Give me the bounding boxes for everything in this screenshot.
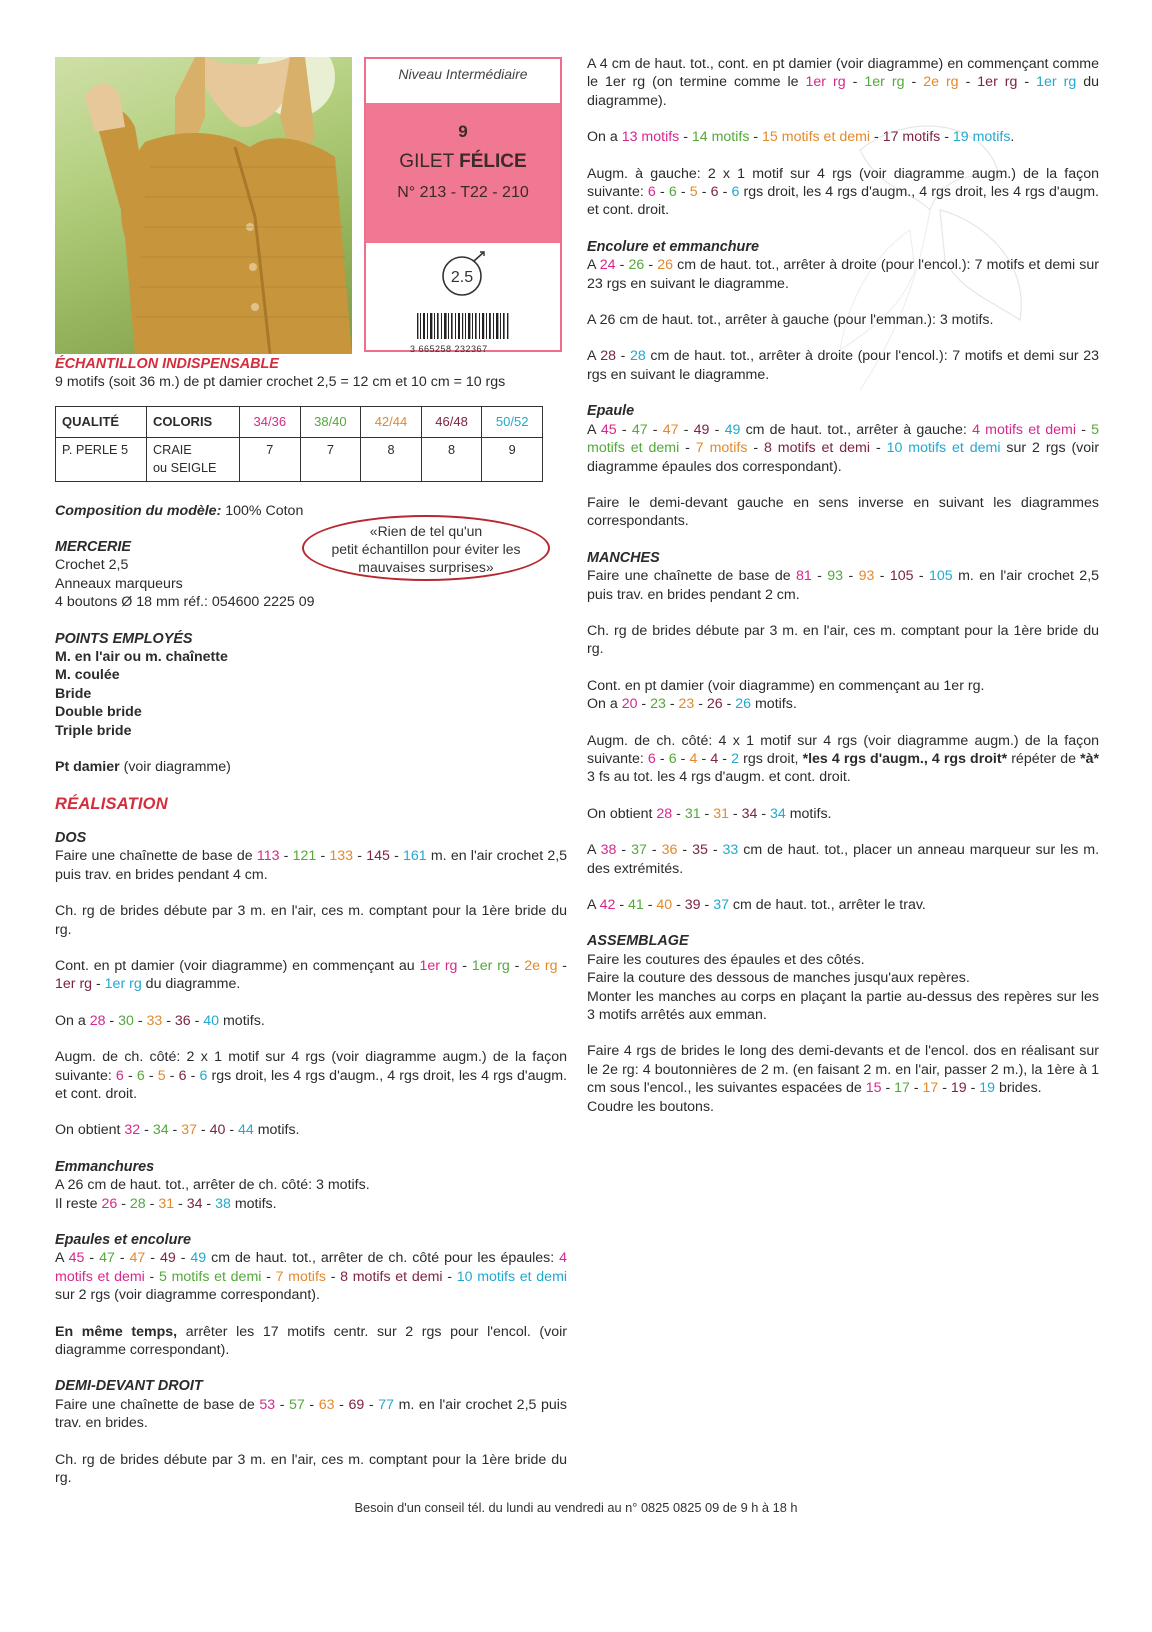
demi-devant-heading: DEMI-DEVANT DROIT — [55, 1378, 203, 1395]
table-header: 34/36 — [240, 406, 301, 437]
coloris-2: ou SEIGLE — [153, 461, 217, 476]
composition-label: Composition du modèle: — [55, 502, 222, 519]
coloris-1: CRAIE — [153, 442, 192, 457]
hook-size-label: 2.5 — [450, 269, 474, 286]
meme-temps-text: En même temps, arrêter les 17 motifs centr. sur 2 rgs pour l'encol. (voir diagramme correspondant). — [55, 1323, 567, 1359]
right-p8: Faire le demi-devant gauche en sens inverse en suivant les diagrammes correspondants. — [587, 494, 1099, 530]
model-photo — [55, 57, 352, 354]
pattern-number: 9 — [458, 122, 468, 141]
right-p17: Faire les coutures des épaules et des côtés. — [587, 951, 865, 968]
emmanchures-l1: A 26 cm de haut. tot., arrêter de ch. côté: 3 motifs. — [55, 1177, 370, 1194]
echantillon-heading: ÉCHANTILLON INDISPENSABLE — [55, 356, 279, 372]
demi-devant-section — [55, 1377, 567, 1487]
dos-p3: Cont. en pt damier (voir diagramme) en commençant au 1er rg - 1er rg - 2e rg - 1er rg - 1er rg du diagramme. — [55, 957, 568, 993]
table-header: 38/40 — [300, 406, 361, 437]
table-row — [56, 437, 543, 481]
title-prefix: GILET — [399, 151, 460, 173]
barcode-number: 3 665258 232367 — [410, 344, 488, 354]
mercerie-item: Anneaux marqueurs — [55, 575, 183, 592]
emmanchures-section — [55, 1158, 567, 1213]
dos-p6: On obtient 32 - 34 - 37 - 40 - 44 motifs. — [55, 1122, 300, 1139]
right-p5: A 26 cm de haut. tot., arrêter à gauche (pour l'emman.): 3 motifs. — [587, 312, 994, 329]
point-item: M. en l'air ou m. chaînette — [55, 649, 228, 666]
epaules-text: A 45 - 47 - 47 - 49 - 49 cm de haut. tot., arrêter de ch. côté pour les épaules: 4 motifs et demi - 5 motifs et demi - 7 motifs - 8 motifs et demi - 10 motifs et demi sur 2 rgs (voir diagramme correspondant). — [55, 1250, 568, 1304]
table-header: 50/52 — [482, 406, 543, 437]
table-header-row — [56, 406, 543, 437]
dos-p4: On a 28 - 30 - 33 - 36 - 40 motifs. — [55, 1012, 265, 1029]
right-p2: On a 13 motifs - 14 motifs - 15 motifs et demi - 17 motifs - 19 motifs. — [587, 129, 1015, 146]
left-column — [55, 55, 567, 1487]
realisation-heading: RÉALISATION — [55, 794, 168, 813]
table-header: 42/44 — [361, 406, 422, 437]
table-cell: 8 — [361, 437, 422, 481]
epaules-encolure-heading: Epaules et encolure — [55, 1232, 191, 1248]
assemblage-heading: ASSEMBLAGE — [587, 933, 689, 950]
point-item: Bride — [55, 685, 92, 702]
dos-section — [55, 829, 567, 1140]
epaule-heading: Epaule — [587, 403, 635, 420]
echantillon-text: 9 motifs (soit 36 m.) de pt damier crochet 2,5 = 12 cm et 10 cm = 10 rgs — [55, 374, 506, 391]
point-item: Triple bride — [55, 722, 132, 739]
right-p21: Coudre les boutons. — [587, 1098, 714, 1115]
table-cell — [147, 437, 240, 481]
emmanchures-l2: Il reste 26 - 28 - 31 - 34 - 38 motifs. — [55, 1195, 277, 1212]
dos-heading: DOS — [55, 829, 87, 846]
composition-value: 100% Coton — [221, 502, 304, 519]
crochet-hook-icon — [438, 249, 488, 299]
right-p12: On a 20 - 23 - 23 - 26 - 26 motifs. — [587, 696, 797, 713]
title-name: FÉLICE — [459, 151, 527, 173]
composition — [55, 502, 567, 520]
barcode-icon — [417, 313, 511, 339]
point-item: Double bride — [55, 704, 142, 721]
dos-p2: Ch. rg de brides débute par 3 m. en l'air, ces m. comptant pour la 1ère bride du rg. — [55, 903, 567, 938]
header — [55, 55, 567, 355]
table-cell: 7 — [300, 437, 361, 481]
table-cell: 8 — [421, 437, 482, 481]
mercerie-item: 4 boutons Ø 18 mm réf.: 054600 2225 09 — [55, 594, 315, 611]
bubble-line: mauvaises surprises» — [358, 559, 494, 575]
right-p16: A 42 - 41 - 40 - 39 - 37 cm de haut. tot., arrêter le trav. — [587, 897, 926, 913]
right-p20: Faire 4 rgs de brides le long des demi-devants et de l'encol. dos en réalisant sur le 2e rg: 4 boutonnières de 2 m. (en faisant 2 m. en l'air, passer 2 m.), la 1ère à 1 cm sous l'encol., les suivantes espacées de 15 - 17 - 17 - 19 - 19 brides. — [587, 1043, 1099, 1097]
encolure-emmanchure-heading: Encolure et emmanchure — [587, 238, 759, 255]
pattern-title-band — [366, 103, 560, 243]
right-p3: Augm. à gauche: 2 x 1 motif sur 4 rgs (voir diagramme augm.) de la façon suivante: 6 - 6 - 5 - 6 - 6 rgs droit, les 4 rgs d'augm., 4 rgs droit, les 4 rgs d'augm. et cont. droit. — [587, 165, 1100, 219]
right-p1: A 4 cm de haut. tot., cont. en pt damier (voir diagramme) en commençant comme le 1er rg (on termine comme le 1er rg - 1er rg - 2e rg - 1er rg - 1er rg du diagramme). — [587, 56, 1100, 109]
cardigan-photo-illustration — [55, 57, 352, 354]
right-p7: A 45 - 47 - 47 - 49 - 49 cm de haut. tot., arrêter à gauche: 4 motifs et demi - 5 motifs et demi - 7 motifs - 8 motifs et demi - 10 motifs et demi sur 2 rgs (voir diagramme épaules dos correspondant). — [587, 421, 1100, 475]
right-p4: A 24 - 26 - 26 cm de haut. tot., arrêter à droite (pour l'encol.): 7 motifs et demi sur 23 rgs en suivant le diagramme. — [587, 257, 1100, 292]
damier-rest: (voir diagramme) — [119, 759, 231, 776]
table-header: 46/48 — [421, 406, 482, 437]
pattern-card — [364, 57, 562, 352]
emmanchures-heading: Emmanchures — [55, 1158, 155, 1175]
right-p6: A 28 - 28 cm de haut. tot., arrêter à droite (pour l'encol.): 7 motifs et demi sur 23 rgs en suivant le diagramme. — [587, 348, 1100, 383]
dos-p1: Faire une chaînette de base de 113 - 121 - 133 - 145 - 161 m. en l'air crochet 2,5 puis trav. en brides pendant 4 cm. — [55, 848, 568, 883]
table-cell: 9 — [482, 437, 543, 481]
table-cell: P. PERLE 5 — [56, 437, 147, 481]
right-p15: A 38 - 37 - 36 - 35 - 33 cm de haut. tot., placer un anneau marqueur sur les m. des extrémités. — [587, 842, 1100, 877]
tip-bubble — [302, 515, 550, 581]
difficulty-level: Niveau Intermédiaire — [398, 66, 528, 82]
damier-label: Pt damier — [55, 759, 120, 776]
demi-devant-p2: Ch. rg de brides débute par 3 m. en l'air, ces m. comptant pour la 1ère bride du rg. — [55, 1451, 567, 1487]
epaules-encolure-section — [55, 1231, 567, 1359]
right-p19: Monter les manches au corps en plaçant la partie au-dessus des repères sur les 3 motifs arrêtés aux emman. — [587, 988, 1099, 1024]
bubble-line: petit échantillon pour éviter les — [331, 541, 521, 557]
demi-devant-p1: Faire une chaînette de base de 53 - 57 - 63 - 69 - 77 m. en l'air crochet 2,5 puis trav. en brides. — [55, 1396, 568, 1432]
dos-p5: Augm. de ch. côté: 2 x 1 motif sur 4 rgs (voir diagramme augm.) de la façon suivante: 6 - 6 - 5 - 6 - 6 rgs droit, les 4 rgs d'augm., 4 rgs droit, les 4 rgs d'augm. et cont. droit. — [55, 1049, 568, 1102]
pattern-title — [366, 153, 560, 171]
right-p13: Augm. de ch. côté: 4 x 1 motif sur 4 rgs (voir diagramme augm.) de la façon suivante: 6 - 6 - 4 - 4 - 2 rgs droit, *les 4 rgs d'augm., 4 rgs droit* répéter de *à* 3 fs au tot. les 4 rgs d'augm. et cont. droit. — [587, 732, 1100, 786]
footer-help-line: Besoin d'un conseil tél. du lundi au vendredi au n° 0825 0825 09 de 9 h à 18 h — [354, 1500, 798, 1515]
points-section — [55, 630, 567, 740]
right-p18: Faire la couture des dessous de manches jusqu'aux repères. — [587, 970, 970, 987]
bubble-line: «Rien de tel qu'un — [369, 523, 483, 539]
yarn-table — [55, 406, 543, 482]
pattern-reference: N° 213 - T22 - 210 — [397, 183, 529, 201]
point-item: M. coulée — [55, 667, 120, 684]
right-p10: Ch. rg de brides débute par 3 m. en l'air, ces m. comptant pour la 1ère bride du rg. — [587, 622, 1099, 658]
right-p9: Faire une chaînette de base de 81 - 93 - 93 - 105 - 105 m. en l'air crochet 2,5 puis trav. en brides pendant 2 cm. — [587, 568, 1100, 603]
points-heading: POINTS EMPLOYÉS — [55, 630, 193, 647]
mercerie-item: Crochet 2,5 — [55, 557, 129, 574]
right-column — [587, 55, 1099, 1116]
table-header: QUALITÉ — [56, 406, 147, 437]
table-header: COLORIS — [147, 406, 240, 437]
mercerie-heading: MERCERIE — [55, 539, 131, 556]
right-p14: On obtient 28 - 31 - 31 - 34 - 34 motifs. — [587, 805, 832, 822]
manches-heading: MANCHES — [587, 549, 660, 566]
table-cell: 7 — [240, 437, 301, 481]
damier-line — [55, 758, 567, 776]
right-p11: Cont. en pt damier (voir diagramme) en commençant au 1er rg. — [587, 677, 985, 694]
